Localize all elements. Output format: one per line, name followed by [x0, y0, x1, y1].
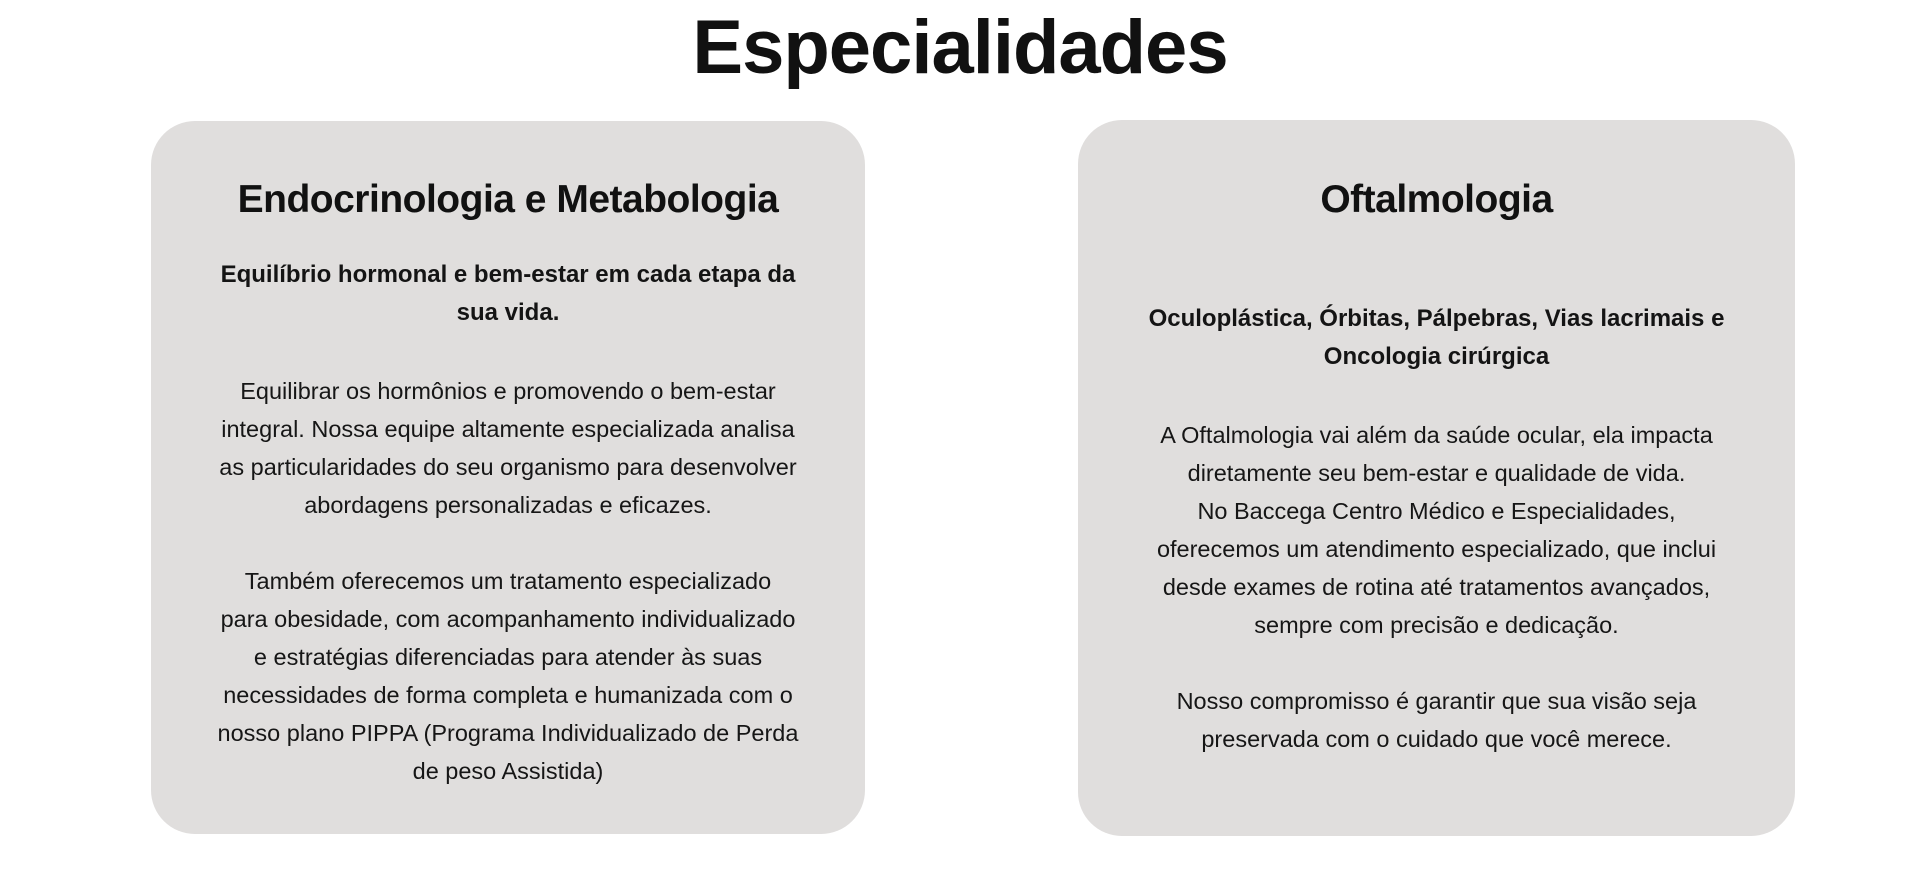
description-line: necessidades de forma completa e humanizada com o: [223, 682, 793, 708]
card-description: [1118, 416, 1755, 644]
card-description: [191, 372, 825, 524]
description-line: integral. Nossa equipe altamente especializada analisa: [221, 416, 795, 442]
description-line: e estratégias diferenciadas para atender às suas: [253, 644, 763, 670]
card-subtitle: [1118, 300, 1755, 376]
card-title: Oftalmologia: [1320, 178, 1553, 221]
subtitle-line: Oncologia cirúrgica: [1323, 343, 1550, 370]
description-line: sempre com precisão e dedicação.: [1254, 612, 1619, 638]
description-line: desde exames de rotina até tratamentos avançados,: [1162, 574, 1711, 600]
description-line: diretamente seu bem-estar e qualidade de vida.: [1187, 460, 1686, 486]
description-line: nosso plano PIPPA (Programa Individualizado de Perda: [217, 720, 799, 746]
description-line: No Baccega Centro Médico e Especialidades,: [1197, 498, 1676, 524]
description-line: Também oferecemos um tratamento especializado: [244, 568, 772, 594]
description-line: oferecemos um atendimento especializado, que inclui: [1156, 536, 1717, 562]
description-line: as particularidades do seu organismo para desenvolver: [219, 454, 797, 480]
description-line: abordagens personalizadas e eficazes.: [304, 492, 712, 518]
card-title: Endocrinologia e Metabologia: [237, 178, 779, 221]
subtitle-line: Oculoplástica, Órbitas, Pálpebras, Vias lacrimais e: [1148, 305, 1725, 332]
description-line: preservada com o cuidado que você merece.: [1201, 726, 1672, 752]
card-commitment: [1118, 682, 1755, 758]
specialty-card-endocrinologia: [151, 121, 865, 834]
description-line: Nosso compromisso é garantir que sua visão seja: [1176, 688, 1697, 714]
description-line: Equilibrar os hormônios e promovendo o bem-estar: [240, 378, 776, 404]
section-title: Especialidades: [692, 5, 1228, 90]
card-description-obesity: [191, 562, 825, 790]
card-subtitle: [191, 256, 825, 332]
subtitle-line: Equilíbrio hormonal e bem-estar em cada etapa da: [220, 261, 796, 288]
description-line: para obesidade, com acompanhamento individualizado: [220, 606, 796, 632]
specialty-card-oftalmologia: [1078, 120, 1795, 836]
description-line: A Oftalmologia vai além da saúde ocular, ela impacta: [1160, 422, 1713, 448]
subtitle-line: sua vida.: [456, 299, 560, 326]
description-line: de peso Assistida): [412, 758, 604, 784]
